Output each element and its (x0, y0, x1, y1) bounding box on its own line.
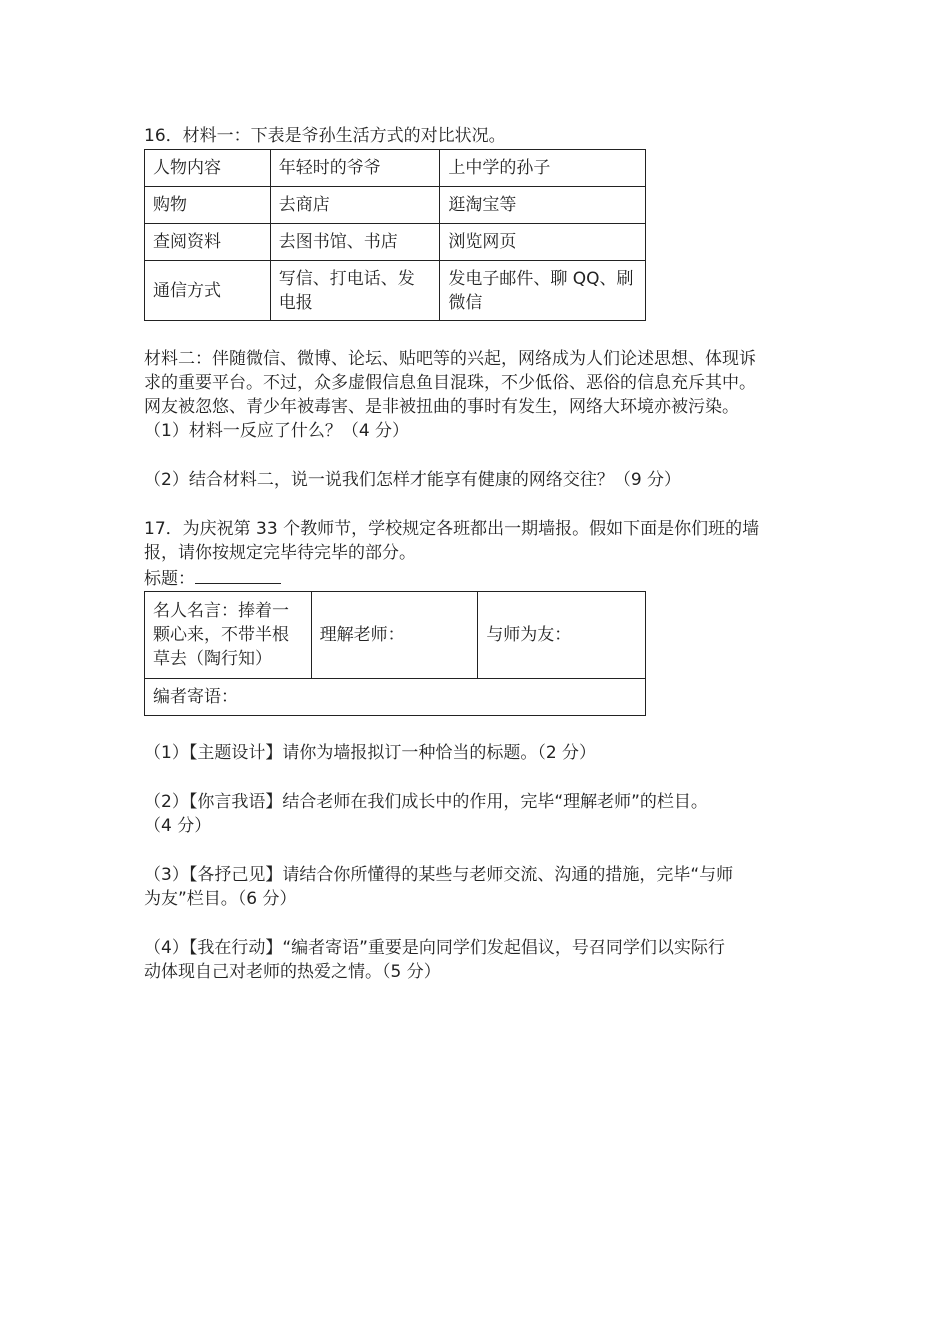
table-cell: 查阅资料 (145, 224, 271, 261)
title-label: 标题： (144, 569, 195, 589)
quote-line: 名人名言：捧着一 (153, 601, 289, 621)
table-row (145, 679, 646, 716)
table-row (145, 150, 646, 187)
q17-intro-line: 报，请你按规定完毕待完毕的部分。 (144, 543, 416, 563)
q16-question-1: （1）材料一反应了什么？（4 分） (144, 421, 410, 441)
table-cell: 发电子邮件、聊 QQ、刷微信 (440, 261, 646, 321)
table-cell: 通信方式 (145, 261, 271, 321)
q17-intro-line: 17．为庆祝第 33 个教师节，学校规定各班都出一期墙报。假如下面是你们班的墙 (144, 519, 760, 539)
q17-title-row (144, 565, 814, 591)
q16-question-2: （2）结合材料二，说一说我们怎样才能享有健康的网络交往？（9 分） (144, 470, 682, 490)
table-cell: 浏览网页 (440, 224, 646, 261)
quote-line: 颗心来，不带半根 (153, 625, 289, 645)
table-cell: 去图书馆、书店 (270, 224, 440, 261)
table-cell: 上中学的孙子 (440, 150, 646, 187)
material2-line: 求的重要平台。不过，众多虚假信息鱼目混珠，不少低俗、恶俗的信息充斥其中。 (144, 373, 756, 393)
material2-line: 网友被忽悠、青少年被毒害、是非被扭曲的事时有发生，网络大环境亦被污染。 (144, 397, 739, 417)
table-cell: 购物 (145, 187, 271, 224)
table-cell: 逛淘宝等 (440, 187, 646, 224)
table-cell: 年轻时的爷爷 (270, 150, 440, 187)
table-cell: 写信、打电话、发电报 (270, 261, 440, 321)
q17-question-4-line: （4）【我在行动】“编者寄语”重要是向同学们发起倡议，号召同学们以实际行 (144, 938, 725, 958)
q17-question-1: （1）【主题设计】请你为墙报拟订一种恰当的标题。（2 分） (144, 743, 597, 763)
table-row (145, 261, 646, 321)
q17-question-3-line: 为友”栏目。（6 分） (144, 889, 297, 909)
understand-teacher-cell[interactable]: 理解老师： (311, 592, 478, 679)
q17-question-3-line: （3）【各抒己见】请结合你所懂得的某些与老师交流、沟通的措施，完毕“与师 (144, 865, 734, 885)
quote-line: 草去（陶行知） (153, 649, 272, 669)
q17-question-2-line: （2）【你言我语】结合老师在我们成长中的作用，完毕“理解老师”的栏目。 (144, 792, 708, 812)
quote-cell (145, 592, 312, 679)
wall-newspaper-table (144, 591, 646, 716)
table-row (145, 592, 646, 679)
q17-question-2-line: （4 分） (144, 816, 212, 836)
q16-intro: 16．材料一：下表是爷孙生活方式的对比状况。 (144, 126, 506, 146)
editor-message-cell[interactable]: 编者寄语： (145, 679, 646, 716)
title-blank[interactable] (195, 565, 281, 584)
material2-line: 材料二：伴随微信、微博、论坛、贴吧等的兴起，网络成为人们论述思想、体现诉 (144, 349, 756, 369)
table-cell: 去商店 (270, 187, 440, 224)
q17-question-4-line: 动体现自己对老师的热爱之情。（5 分） (144, 962, 441, 982)
table-row (145, 187, 646, 224)
friend-teacher-cell[interactable]: 与师为友： (478, 592, 646, 679)
table-cell: 人物内容 (145, 150, 271, 187)
comparison-table (144, 149, 646, 321)
exam-page (144, 124, 814, 984)
table-row (145, 224, 646, 261)
